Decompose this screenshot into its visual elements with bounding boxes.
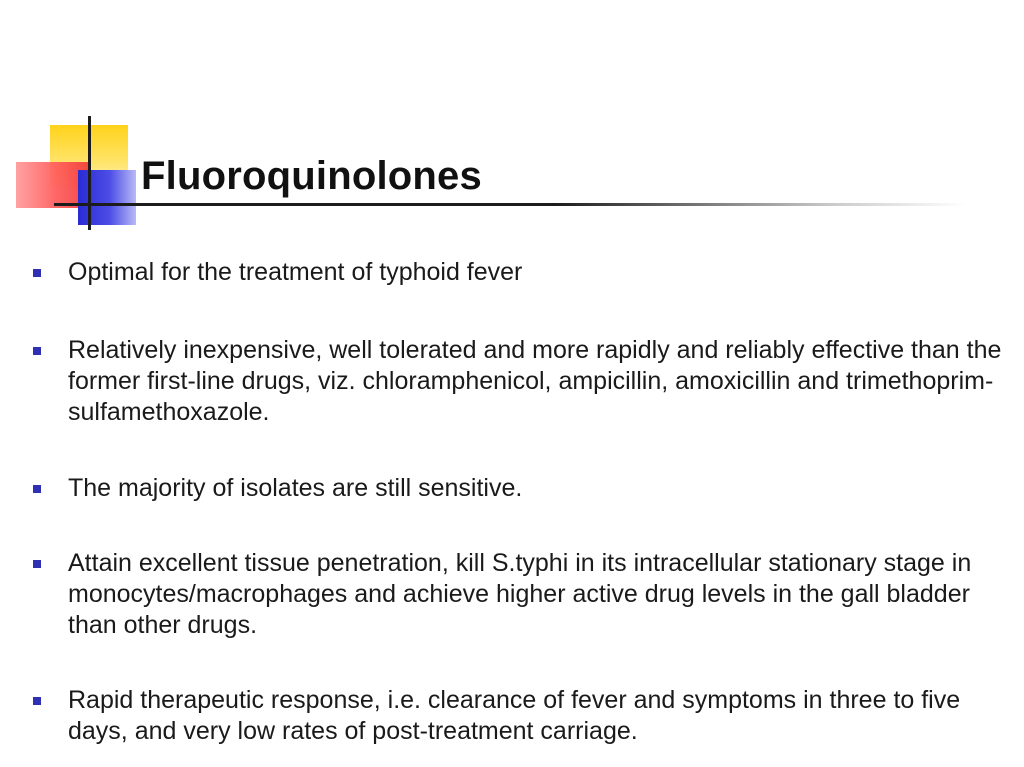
bullet-text: Optimal for the treatment of typhoid fever	[68, 258, 523, 286]
bullet-text: Attain excellent tissue penetration, kill S.typhi in its intracellular stationary stage in monocytes/macrophages and achieve higher active drug levels in the gall bladder than other drugs.	[68, 549, 972, 639]
bullet-text: Rapid therapeutic response, i.e. clearance of fever and symptoms in three to five days, and very low rates of post-treatment carriage.	[68, 686, 961, 745]
square-bullet-icon	[33, 485, 41, 493]
square-bullet-icon	[33, 697, 41, 705]
decorative-blue-square	[78, 170, 136, 225]
decorative-vertical-line	[88, 116, 91, 230]
title-underline	[54, 203, 966, 206]
slide-title: Fluoroquinolones	[141, 154, 482, 198]
square-bullet-icon	[33, 560, 41, 568]
square-bullet-icon	[33, 269, 41, 277]
bullet-text: Relatively inexpensive, well tolerated and more rapidly and reliably effective than the former first-line drugs, viz. chloramphenicol, ampicillin, amoxicillin and trimethoprim-sulfamethoxazole.	[68, 336, 1002, 426]
bullet-text: The majority of isolates are still sensitive.	[68, 474, 523, 502]
square-bullet-icon	[33, 347, 41, 355]
